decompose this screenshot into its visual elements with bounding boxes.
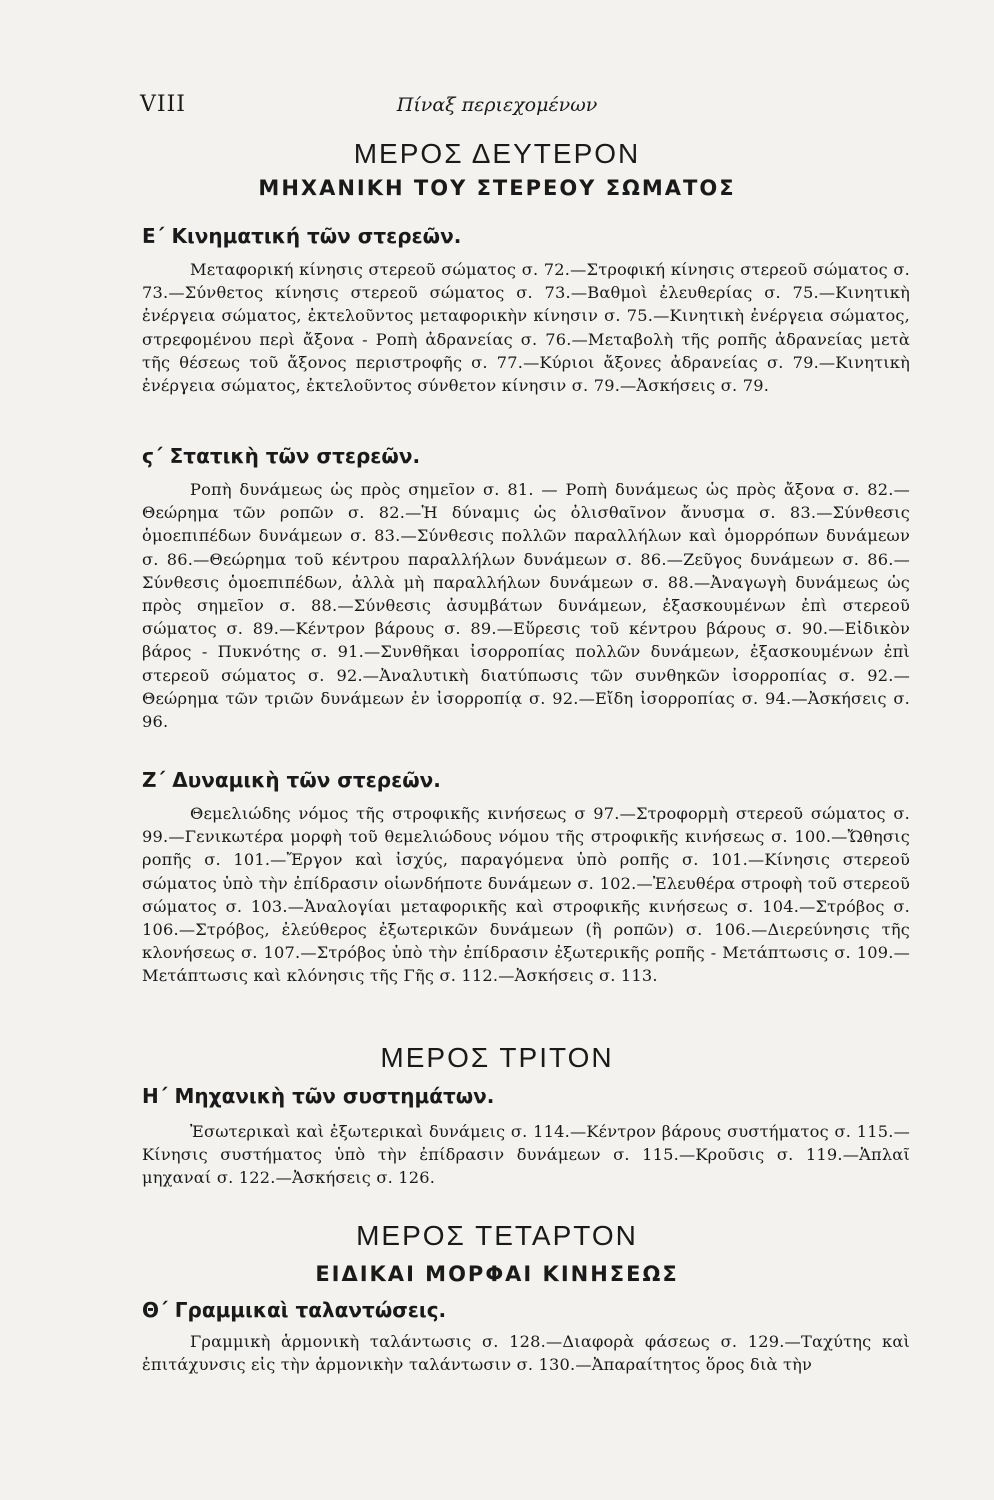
chapter-contents: Ροπὴ δυνάμεως ὡς πρὸς σημεῖον σ. 81. — Ροπὴ δυνάμεως ὡς πρὸς ἄξονα σ. 82.—Θεώρημα τῶν ροπῶν σ. 82.—Ἡ δύναμις ὡς ὀλισθαῖνον ἄνυσμα σ. 83.—Σύνθεσις ὁμοεπιπέδων δυνάμεων σ. 83.—Σύνθεσις πολλῶν παραλλήλων καὶ ὁμορρόπων δυνάμεων σ. 86.—Θεώρημα τοῦ κέντρου παραλλήλων δυνάμεων σ. 86.—Ζεῦγος δυνάμεων σ. 86.—Σύνθεσις ὁμοεπιπέδων, ἀλλὰ μὴ παραλλήλων δυνάμεων σ. 88.—Ἀναγωγὴ δυνάμεως ὡς πρὸς σημεῖον σ. 88.—Σύνθεσις ἀσυμβάτων δυνάμεων, ἐξασκουμένων ἐπὶ στερεοῦ σώματος σ. 89.—Κέντρον βάρους σ. 89.—Εὕρεσις τοῦ κέντρου βάρους σ. 90.—Εἰδικὸν βάρος - Πυκνότης σ. 91.—Συνθῆκαι ἰσορροπίας πολλῶν δυνάμεων, ἐξασκουμένων ἐπὶ στερεοῦ σώματος σ. 92.—Ἀναλυτικὴ διατύπωσις τῶν συνθηκῶν ἰσορροπίας σ. 92.—Θεώρημα τῶν τριῶν δυνάμεων ἐν ἰσορροπίᾳ σ. 92.—Εἴδη ἰσορροπίας σ. 94.—Ἀσκήσεις σ. 96. [142, 480, 910, 732]
chapter-contents: Ἐσωτερικαὶ καὶ ἐξωτερικαὶ δυνάμεις σ. 114.—Κέντρον βάρους συστήματος σ. 115.—Κίνησις συστήματος ὑπὸ τὴν ἐπίδρασιν δυνάμεων σ. 115.—Κροῦσις σ. 119.—Ἁπλαῖ μηχαναί σ. 122.—Ἀσκήσεις σ. 126. [142, 1122, 910, 1188]
chapter-heading: ϛ΄ Στατικὴ τῶν στερεῶν. [142, 444, 421, 468]
chapter-contents: Μεταφορική κίνησις στερεοῦ σώματος σ. 72.—Στροφική κίνησις στερεοῦ σώματος σ. 73.—Σύνθετος κίνησις στερεοῦ σώματος σ. 73.—Βαθμοὶ ἐλευθερίας σ. 75.—Κινητικὴ ἐνέργεια σώματος, ἐκτελοῦντος μεταφορικὴν κίνησιν σ. 75.—Κινητικὴ ἐνέργεια σώματος, στρεφομένου περὶ ἄξονα - Ροπὴ ἀδρανείας σ. 76.—Μεταβολὴ τῆς ροπῆς ἀδρανείας μετὰ τῆς θέσεως τοῦ ἄξονος περιστροφῆς σ. 77.—Κύριοι ἄξονες ἀδρανείας σ. 79.—Κινητικὴ ἐνέργεια σώματος, ἐκτελοῦντος σύνθετον κίνησιν σ. 79.—Ἀσκήσεις σ. 79. [142, 260, 910, 396]
page-header [0, 92, 994, 122]
part-title: ΜΕΡΟΣ ΤΕΤΑΡΤΟΝ [356, 1220, 638, 1251]
chapter-heading: Η΄ Μηχανικὴ τῶν συστημάτων. [142, 1084, 495, 1108]
part-subtitle: ΜΗΧΑΝΙΚΗ ΤΟΥ ΣΤΕΡΕΟΥ ΣΩΜΑΤΟΣ [258, 176, 736, 200]
part-subtitle: ΕΙΔΙΚΑΙ ΜΟΡΦΑΙ ΚΙΝΗΣΕΩΣ [315, 1262, 679, 1286]
part-title: ΜΕΡΟΣ ΔΕΥΤΕΡΟΝ [353, 138, 641, 169]
chapter-contents: Γραμμικὴ ἁρμονικὴ ταλάντωσις σ. 128.—Διαφορὰ φάσεως σ. 129.—Ταχύτης καὶ ἐπιτάχυνσις εἰς τὴν ἁρμονικὴν ταλάντωσιν σ. 130.—Ἀπαραίτητος ὅρος διὰ τὴν [142, 1332, 910, 1375]
chapter-heading: Θ΄ Γραμμικαὶ ταλαντώσεις. [142, 1298, 447, 1322]
chapter-contents: Θεμελιώδης νόμος τῆς στροφικῆς κινήσεως σ 97.—Στροφορμὴ στερεοῦ σώματος σ. 99.—Γενικωτέρα μορφὴ τοῦ θεμελιώδους νόμου τῆς στροφικῆς κινήσεως σ. 100.—Ὤθησις ροπῆς σ. 101.—Ἔργον καὶ ἰσχύς, παραγόμενα ὑπὸ ροπῆς σ. 101.—Κίνησις στερεοῦ σώματος ὑπὸ τὴν ἐπίδρασιν οἱωνδήποτε δυνάμεων σ. 102.—Ἐλευθέρα στροφὴ τοῦ στερεοῦ σώματος σ. 103.—Ἀναλογίαι μεταφορικῆς καὶ στροφικῆς κινήσεως σ. 104.—Στρόβος σ. 106.—Στρόβος, ἐλεύθερος ἐξωτερικῶν δυνάμεων (ἢ ροπῶν) σ. 106.—Διερεύνησις τῆς κλονήσεως σ. 107.—Στρόβος ὑπὸ τὴν ἐπίδρασιν ἐξωτερικῆς ροπῆς - Μετάπτωσις σ. 109.—Μετάπτωσις καὶ κλόνησις τῆς Γῆς σ. 112.—Ἀσκήσεις σ. 113. [142, 804, 910, 986]
chapter-heading: Ε΄ Κινηματική τῶν στερεῶν. [142, 224, 462, 248]
chapter-heading: Ζ΄ Δυναμικὴ τῶν στερεῶν. [142, 768, 441, 792]
page-number: VIII [140, 92, 186, 117]
running-title: Πίναξ περιεχομένων [396, 94, 598, 116]
part-title: ΜΕΡΟΣ ΤΡΙΤΟΝ [380, 1042, 614, 1073]
